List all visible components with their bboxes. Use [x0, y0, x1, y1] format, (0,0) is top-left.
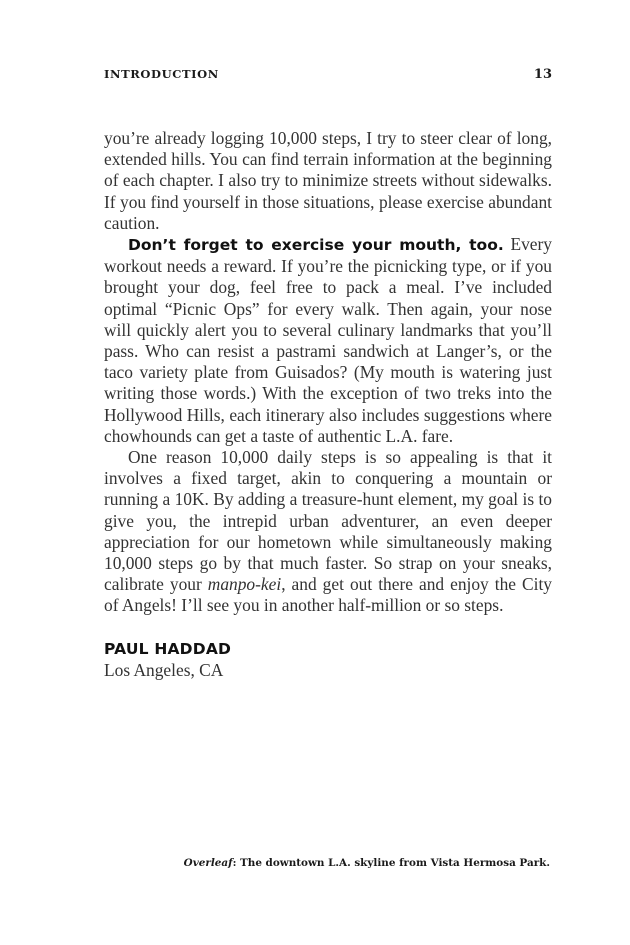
section-title: INTRODUCTION: [104, 67, 219, 81]
paragraph-3-text-a: One reason 10,000 daily steps is so appealing is that it involves a fixed target, akin to conquering a mountain or running a 10K. By adding a treasure-hunt element, my goal is to give you, the intrepid urban adventurer, an even deeper appreciation for our hometown while simultaneously making 10,000 steps go by that much faster. So strap on your sneaks, calibrate your: [104, 447, 552, 595]
paragraph-3-emphasis: manpo-kei: [207, 574, 282, 595]
paragraph-3: [104, 447, 552, 617]
caption-text: : The downtown L.A. skyline from Vista Hermosa Park.: [232, 857, 550, 869]
caption-label: Overleaf: [183, 857, 233, 869]
paragraph-1: you’re already logging 10,000 steps, I try to steer clear of long, extended hills. You can find terrain information at the beginning of each chapter. I also try to minimize streets without sidewalks. If you find yourself in those situations, please exercise abundant caution.: [104, 128, 552, 233]
paragraph-2-text: Every workout needs a reward. If you’re the picnicking type, or if you brought your dog, feel free to pack a meal. I’ve included optimal “Picnic Ops” for every walk. Then again, your nose will quickly alert you to several culinary landmarks that you’ll pass. Who can resist a pastrami sandwich at Langer’s, or the taco variety plate from Guisados? (My mouth is watering just writing those words.) With the exception of two treks into the Hollywood Hills, each itinerary also includes suggestions where chowhounds can get a taste of authentic L.A. fare.: [104, 234, 553, 446]
photo-caption: [184, 857, 550, 869]
paragraph-3-text-b: , and get out there and enjoy the City of Angels! I’ll see you in another half-million or so steps.: [104, 574, 552, 616]
run-in-heading: Don’t forget to exercise your mouth, too.: [128, 236, 504, 255]
author-name: PAUL HADDAD: [104, 640, 232, 658]
running-head: [104, 67, 552, 82]
body-text: [104, 128, 552, 617]
page-number: 13: [533, 67, 552, 82]
author-location: Los Angeles, CA: [104, 660, 224, 680]
paragraph-2: [104, 234, 552, 447]
